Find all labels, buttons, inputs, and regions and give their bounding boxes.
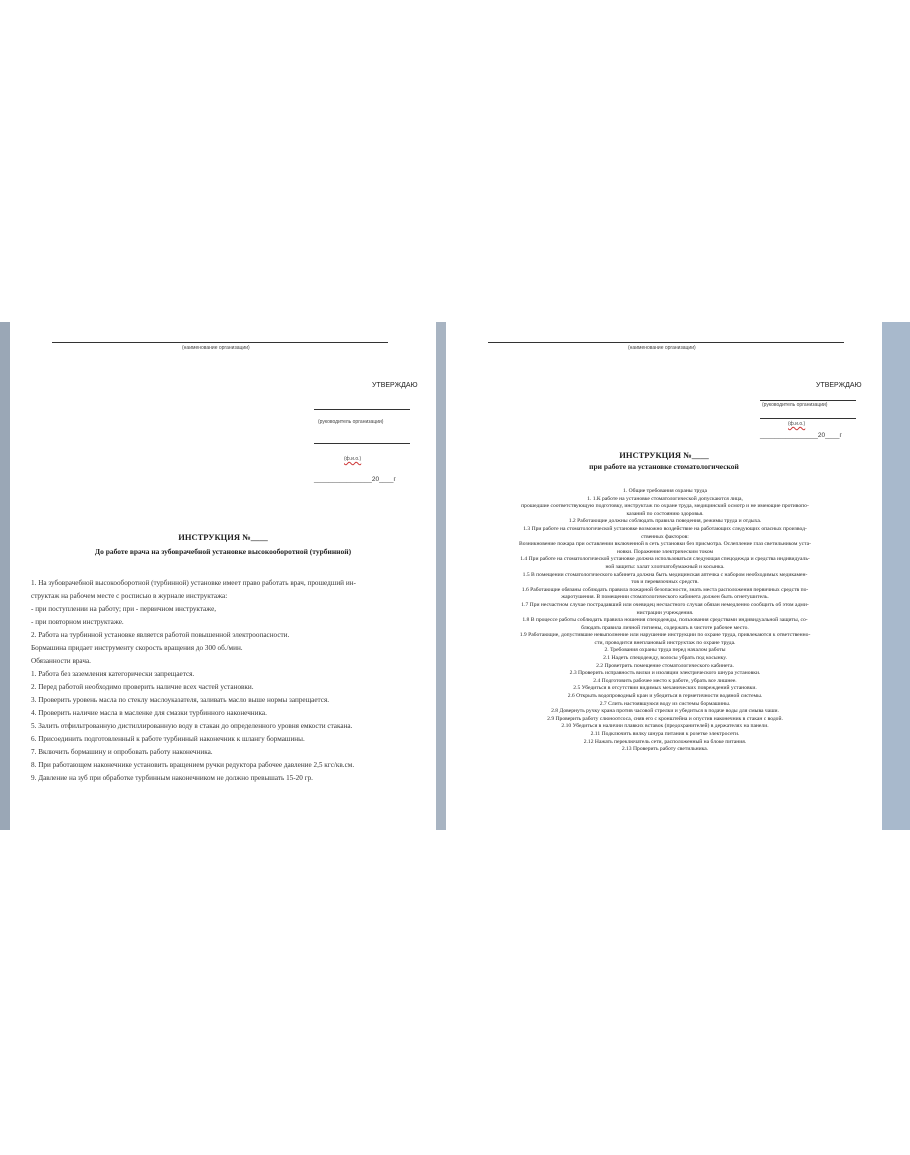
body-line: 1.2 Работающие должны соблюдать правила поведения, режимы труда и отдыха. — [568, 518, 762, 525]
viewer-background-left — [0, 322, 10, 830]
approve-label: УТВЕРЖДАЮ — [372, 382, 418, 389]
body-line: 1. На зубоврачебной высокооборотной (турбинной) установке имеет право работать врач, прошедший ин- — [31, 579, 356, 587]
body-line: 2. Работа на турбинной установке является работой повышенной электроопасности. — [31, 631, 290, 639]
body-line: 2.13 Проверить работу светильника. — [621, 746, 709, 753]
head-caption: (руководитель организации) — [762, 402, 828, 408]
body-line: 1.4 При работе на стоматологической установке должна использоваться следующая спецодежда и средства индивидуаль- — [520, 556, 810, 563]
body-line: Бормашина придает инструменту скорость вращения до 300 об./мин. — [31, 644, 243, 652]
body-line: 7. Включить бормашину и опробовать работу наконечника. — [31, 748, 213, 756]
viewer-scrollbar-area[interactable] — [882, 322, 910, 830]
body-line: 2.9 Проверить работу слюноотсоса, сняв его с кронштейна и опустив наконечник в стакан с водой. — [547, 715, 783, 722]
body-line: 9. Давление на зуб при обработке турбинным наконечником не должно превышать 15-20 гр. — [31, 774, 313, 782]
approve-label: УТВЕРЖДАЮ — [816, 382, 862, 389]
body-line: 2.7 Слить настоявшуюся воду из системы бормашины. — [599, 700, 731, 707]
org-name-line — [52, 342, 388, 343]
body-line: 2.11 Подключить вилку шнура питания к розетке электросети. — [590, 731, 740, 737]
body-line: структаж на рабочем месте с росписью в журнале инструктажа: — [31, 592, 228, 600]
body-line: 1.9 Работающие, допустившие невыполнение или нарушение инструкции по охране труда, привлекаются к ответственно- — [519, 632, 811, 639]
body-line: 1.7 При несчастном случае пострадавший или очевидец несчастного случая обязан немедленно сообщить об этом адми- — [521, 601, 809, 608]
body-line: тов и перевязочных средств. — [631, 579, 699, 586]
body-line: 2. Требования охраны труда перед началом работы — [604, 647, 726, 654]
instruction-body — [31, 577, 431, 785]
body-line: казаний по состоянию здоровья. — [626, 510, 704, 517]
body-line: Возникновение пожара при оставлении включенной в сеть установки без присмотра. Ослепление глаз светильником уста- — [519, 541, 811, 548]
body-line: 8. При работающем наконечнике установить вращением ручки редуктора рабочее давление 2,5 кгс/кв.см. — [31, 761, 355, 769]
body-line: 2.4 Подготовить рабочее место к работе, убрать все лишнее. — [593, 677, 737, 684]
head-signature-line — [314, 409, 410, 410]
org-caption: (наименование организации) — [628, 345, 696, 351]
body-line: 2.5 Убедиться в отсутствии видимых механических повреждений установки. — [573, 685, 757, 692]
body-line: 4. Проверить наличие масла в масленке для смазки турбинного наконечника. — [31, 709, 267, 717]
body-line: сти, проводится внеплановый инструктаж по охране труда. — [594, 639, 736, 646]
body-line: 2. Перед работой необходимо проверить наличие всех частей установки. — [31, 683, 254, 691]
body-line: 2.1 Надеть спецодежду, волосы убрать под косынку. — [603, 655, 727, 662]
fio-caption: (ф.и.о.) — [788, 421, 806, 427]
body-line: жаротушения. В помещении стоматологического кабинета должен быть огнетушитель. — [561, 594, 769, 601]
body-line: нистрации учреждения. — [636, 609, 694, 616]
body-line: ственных факторов: — [641, 533, 689, 540]
body-line: прошедшие соответствующую подготовку, инструктаж по охране труда, медицинский осмотр и не имеющие противопо- — [521, 503, 809, 510]
body-line: 2.2 Проветрить помещение стоматологического кабинета. — [596, 662, 734, 669]
body-line: - при поступлении на работу; при - первичном инструктаже, — [31, 605, 217, 613]
body-line: 2.10 Убедиться в наличии плавких вставок (предохранителей) в держателях на панели. — [561, 723, 769, 730]
instruction-body — [460, 488, 870, 754]
fio-caption: (ф.и.о.) — [344, 456, 362, 462]
body-line: 2.3 Проверить исправность вилки и изоляции электрического шнура установки. — [569, 670, 761, 677]
page-gap — [436, 322, 446, 830]
body-line: новки. Поражение электрическим током — [616, 548, 714, 555]
fio-line — [314, 443, 410, 444]
body-line: 3. Проверить уровень масла по стеклу маслоуказателя, заливать масло выше нормы запрещается. — [31, 696, 330, 704]
document-subtitle: До работе врача на зубоврачебной установке высокооборотной (турбинной) — [94, 547, 352, 556]
body-line: 2.12 Нажать переключатель сети, расположенный на блоке питания. — [583, 738, 747, 745]
body-line: - при повторном инструктаже. — [31, 618, 124, 626]
body-line: ной защиты: халат хлопчатобумажный и косынка. — [605, 563, 725, 570]
body-line: 1.3 При работе на стоматологической установке возможно воздействие на работающих следующих опасных производ- — [523, 525, 807, 532]
document-page-left — [10, 322, 436, 830]
head-caption: (руководитель организации) — [318, 419, 384, 425]
body-line: 1. Работа без заземления категорически запрещается. — [31, 670, 195, 678]
body-line: 1.6 Работающие обязаны соблюдать правила пожарной безопасности, знать места расположения первичных средств по- — [521, 586, 809, 593]
document-page-right — [446, 322, 882, 830]
head-signature-line — [760, 400, 856, 401]
date-line: ________________20____г — [760, 432, 842, 439]
org-caption: (наименование организации) — [182, 345, 250, 351]
body-line: 1. Общие требования охраны труда — [623, 488, 707, 494]
body-line: блюдать правила личной гигиены, содержать в чистоте рабочее место. — [581, 624, 749, 631]
date-line: ________________20____г — [314, 476, 396, 483]
org-name-line — [488, 342, 844, 343]
body-line: 2.8 Довернуть ручку крана против часовой стрелки и убедиться в подаче воды для смыва чаши. — [551, 708, 779, 715]
body-line: 2.6 Открыть водопроводный кран и убедиться в герметичности водяной системы. — [567, 693, 763, 700]
body-line: Обязанности врача. — [31, 657, 91, 665]
body-line: 1.8 В процессе работы соблюдать правила ношения спецодежды, пользования средствами индивидуальной защиты, со- — [522, 617, 808, 624]
fio-line — [760, 418, 856, 419]
body-line: 1. 1.К работе на установке стоматологической допускаются лица, — [587, 495, 743, 502]
body-line: 1.5 В помещении стоматологического кабинета должна быть медицинская аптечка с набором необходимых медикамен- — [522, 571, 808, 578]
document-title: ИНСТРУКЦИЯ №____ — [619, 450, 709, 460]
document-title: ИНСТРУКЦИЯ №____ — [178, 532, 268, 542]
document-subtitle: при работе на установке стоматологической — [589, 462, 739, 471]
body-line: 6. Присоединить подготовленный к работе турбинный наконечник к шлангу бормашины. — [31, 735, 305, 743]
body-line: 5. Залить отфильтрованную дистиллированную воду в стакан до определенного уровня емкости стакана. — [31, 722, 353, 730]
